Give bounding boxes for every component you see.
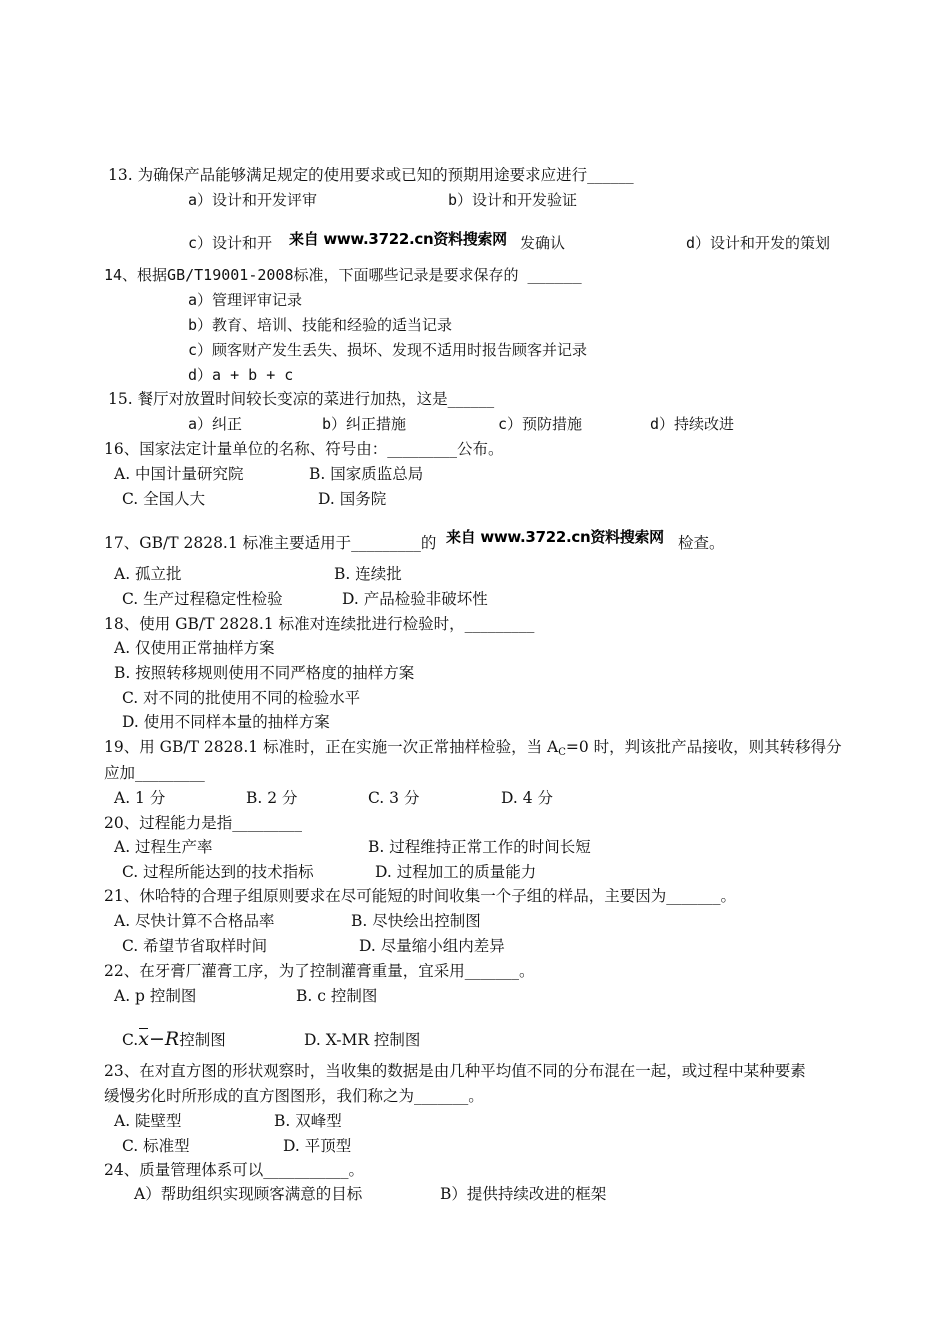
q16-option-b: B. 国家质监总局 bbox=[309, 465, 424, 483]
q18-option-a: A. 仅使用正常抽样方案 bbox=[114, 639, 275, 657]
q20-option-d: D. 过程加工的质量能力 bbox=[375, 863, 537, 881]
q19-option-c: C. 3 分 bbox=[368, 789, 420, 807]
q17-stem-end: 检查。 bbox=[678, 534, 725, 552]
q22-option-c-prefix: C. bbox=[122, 1031, 139, 1049]
q13-stem: 13. 为确保产品能够满足规定的使用要求或已知的预期用途要求应进行______ bbox=[108, 166, 634, 184]
q20-option-b: B. 过程维持正常工作的时间长短 bbox=[368, 838, 591, 856]
q15-option-c: c）预防措施 bbox=[498, 415, 583, 433]
q14-option-c: c）顾客财产发生丢失、损坏、发现不适用时报告顾客并记录 bbox=[188, 341, 588, 359]
q15-stem: 15. 餐厅对放置时间较长变凉的菜进行加热，这是______ bbox=[108, 390, 495, 408]
q16-option-d: D. 国务院 bbox=[318, 490, 387, 508]
q16-option-a: A. 中国计量研究院 bbox=[114, 465, 244, 483]
q19-stem-line2: 应加_________ bbox=[104, 764, 205, 782]
q20-option-a: A. 过程生产率 bbox=[114, 838, 213, 856]
q17-option-b: B. 连续批 bbox=[334, 565, 402, 583]
q19-option-d: D. 4 分 bbox=[501, 789, 554, 807]
q22-option-c-suffix: 控制图 bbox=[179, 1031, 226, 1049]
q13-option-a: a）设计和开发评审 bbox=[188, 191, 318, 209]
q23-stem-line2: 缓慢劣化时所形成的直方图图形，我们称之为_______。 bbox=[104, 1087, 484, 1105]
q18-stem: 18、使用 GB/T 2828.1 标准对连续批进行检验时，_________ bbox=[104, 615, 535, 633]
q14-option-a: a）管理评审记录 bbox=[188, 291, 303, 309]
q18-option-c: C. 对不同的批使用不同的检验水平 bbox=[122, 689, 361, 707]
q23-option-d: D. 平顶型 bbox=[283, 1137, 352, 1155]
q19-option-a: A. 1 分 bbox=[114, 789, 166, 807]
q22-option-b: B. c 控制图 bbox=[296, 987, 378, 1005]
q19-stem-part1: 19、用 GB/T 2828.1 标准时，正在实施一次正常抽样检验，当 A bbox=[104, 738, 559, 756]
q22-option-c-xbar: x bbox=[138, 1028, 149, 1050]
q24-stem: 24、质量管理体系可以___________。 bbox=[104, 1161, 364, 1179]
q24-option-b: B）提供持续改进的框架 bbox=[440, 1185, 607, 1203]
q19-option-b: B. 2 分 bbox=[246, 789, 298, 807]
q14-option-b: b）教育、培训、技能和经验的适当记录 bbox=[188, 316, 453, 334]
q22-stem: 22、在牙膏厂灌膏工序，为了控制灌膏重量，宜采用_______。 bbox=[104, 962, 535, 980]
q15-option-d: d）持续改进 bbox=[650, 415, 735, 433]
q24-option-a: A）帮助组织实现顾客满意的目标 bbox=[134, 1185, 363, 1203]
q15-option-b: b）纠正措施 bbox=[322, 415, 407, 433]
q21-stem: 21、休哈特的合理子组原则要求在尽可能短的时间收集一个子组的样品，主要因为_______。 bbox=[104, 887, 736, 905]
q17-option-c: C. 生产过程稳定性检验 bbox=[122, 590, 283, 608]
q23-stem-line1: 23、在对直方图的形状观察时，当收集的数据是由几种平均值不同的分布混在一起，或过程中某种要素 bbox=[104, 1062, 806, 1080]
q15-option-a: a）纠正 bbox=[188, 415, 243, 433]
q22-option-a: A. p 控制图 bbox=[114, 987, 197, 1005]
q20-stem: 20、过程能力是指_________ bbox=[104, 814, 302, 832]
q22-option-c-r: R bbox=[164, 1028, 180, 1050]
q21-option-c: C. 希望节省取样时间 bbox=[122, 937, 268, 955]
q21-option-d: D. 尽量缩小组内差异 bbox=[359, 937, 505, 955]
q22-option-c-minus: − bbox=[148, 1028, 165, 1050]
q22-option-c bbox=[122, 1026, 226, 1053]
q19-stem-line1 bbox=[104, 737, 842, 763]
q23-option-c: C. 标准型 bbox=[122, 1137, 190, 1155]
q17-option-d: D. 产品检验非破坏性 bbox=[342, 590, 488, 608]
q13-option-c-end: 发确认 bbox=[520, 234, 566, 252]
watermark-text: 来自 www.3722.cn资料搜索网 bbox=[289, 230, 507, 248]
q14-option-d: d）a + b + c bbox=[188, 366, 294, 384]
q23-option-b: B. 双峰型 bbox=[274, 1112, 342, 1130]
q19-stem-part2: =0 时，判该批产品接收，则其转移得分 bbox=[565, 738, 842, 756]
q20-option-c: C. 过程所能达到的技术指标 bbox=[122, 863, 314, 881]
q22-option-d: D. X-MR 控制图 bbox=[304, 1031, 421, 1049]
q13-option-b: b）设计和开发验证 bbox=[448, 191, 578, 209]
q18-option-b: B. 按照转移规则使用不同严格度的抽样方案 bbox=[114, 664, 415, 682]
q18-option-d: D. 使用不同样本量的抽样方案 bbox=[122, 713, 330, 731]
q16-stem: 16、国家法定计量单位的名称、符号由：_________公布。 bbox=[104, 440, 504, 458]
q23-option-a: A. 陡壁型 bbox=[114, 1112, 182, 1130]
q13-option-d: d）设计和开发的策划 bbox=[686, 234, 831, 252]
q21-option-b: B. 尽快绘出控制图 bbox=[351, 912, 481, 930]
q14-stem: 14、根据GB/T19001-2008标准，下面哪些记录是要求保存的 ______ bbox=[104, 266, 582, 284]
watermark-text-2: 来自 www.3722.cn资料搜索网 bbox=[446, 528, 664, 546]
q21-option-a: A. 尽快计算不合格品率 bbox=[114, 912, 275, 930]
q16-option-c: C. 全国人大 bbox=[122, 490, 206, 508]
q19-stem-subscript: C bbox=[558, 747, 566, 758]
q17-stem-start: 17、GB/T 2828.1 标准主要适用于_________的 bbox=[104, 534, 437, 552]
q17-option-a: A. 孤立批 bbox=[114, 565, 182, 583]
q13-option-c-start: c）设计和开 bbox=[188, 234, 273, 252]
